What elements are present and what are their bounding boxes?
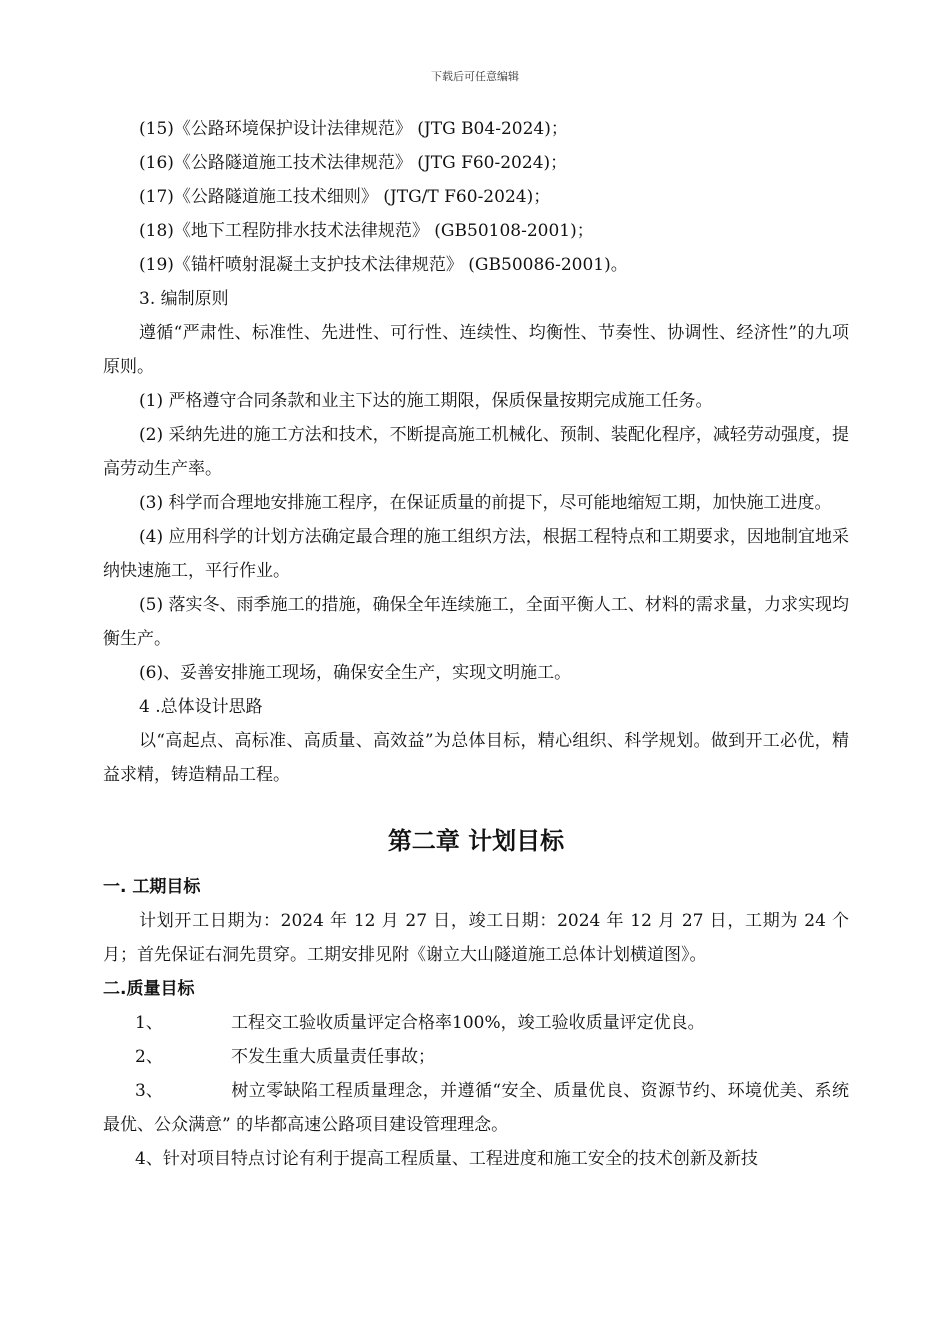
quality-item-text: 工程交工验收质量评定合格率100%，竣工验收质量评定优良。 <box>231 1013 705 1033</box>
principle-item: (1) 严格遵守合同条款和业主下达的施工期限，保质保量按期完成施工任务。 <box>139 391 713 411</box>
quality-heading: 二.质量目标 <box>103 979 195 999</box>
reference-item: (18)《地下工程防排水技术法律规范》 (GB50108-2001)； <box>139 221 594 241</box>
principles-heading: 3. 编制原则 <box>139 289 229 309</box>
schedule-heading: 一. 工期目标 <box>103 877 201 897</box>
quality-item <box>103 1006 849 1040</box>
design-heading: 4 .总体设计思路 <box>139 697 263 717</box>
principles-intro: 遵循“严肃性、标准性、先进性、可行性、连续性、均衡性、节奏性、协调性、经济性”的九项原则。 <box>103 323 849 377</box>
quality-item-text: 树立零缺陷工程质量理念，并遵循“安全、质量优良、资源节约、环境优美、系统最优、公众满意” 的毕都高速公路项目建设管理理念。 <box>103 1081 849 1135</box>
principle-item: (3) 科学而合理地安排施工程序，在保证质量的前提下，尽可能地缩短工期，加快施工进度。 <box>139 493 832 513</box>
chapter-title: 第二章 计划目标 <box>387 827 565 855</box>
quality-item-number: 2、 <box>135 1047 163 1067</box>
principle-item: (2) 采纳先进的施工方法和技术，不断提高施工机械化、预制、装配化程序，减轻劳动强度，提高劳动生产率。 <box>103 425 849 479</box>
quality-item <box>103 1040 849 1074</box>
principle-item: (5) 落实冬、雨季施工的措施，确保全年连续施工，全面平衡人工、材料的需求量，力求实现均衡生产。 <box>103 595 849 649</box>
quality-item-4: 4、针对项目特点讨论有利于提高工程质量、工程进度和施工安全的技术创新及新技 <box>135 1149 758 1169</box>
principle-item: (4) 应用科学的计划方法确定最合理的施工组织方法，根据工程特点和工期要求，因地制宜地采纳快速施工，平行作业。 <box>103 527 849 581</box>
quality-item <box>103 1074 849 1142</box>
principle-item: (6)、妥善安排施工现场，确保安全生产，实现文明施工。 <box>139 663 572 683</box>
quality-item-number: 3、 <box>135 1081 163 1101</box>
reference-item: (16)《公路隧道施工技术法律规范》 (JTG F60-2024)； <box>139 153 568 173</box>
quality-item-text: 不发生重大质量责任事故； <box>231 1047 435 1067</box>
design-text: 以“高起点、高标准、高质量、高效益”为总体目标，精心组织、科学规划。做到开工必优，精益求精，铸造精品工程。 <box>103 731 849 785</box>
reference-item: (19)《锚杆喷射混凝土支护技术法律规范》 (GB50086-2001)。 <box>139 255 628 275</box>
schedule-text: 计划开工日期为：2024 年 12 月 27 日，竣工日期：2024 年 12 月 27 日，工期为 24 个月；首先保证右洞先贯穿。工期安排见附《谢立大山隧道施工总体计划横道图》。 <box>103 911 849 965</box>
quality-item-number: 1、 <box>135 1013 163 1033</box>
reference-item: (17)《公路隧道施工技术细则》 (JTG/T F60-2024)； <box>139 187 551 207</box>
page-header: 下载后可任意编辑 <box>431 70 519 83</box>
reference-item: (15)《公路环境保护设计法律规范》 (JTG B04-2024)； <box>139 119 568 139</box>
document-body <box>103 112 849 1176</box>
